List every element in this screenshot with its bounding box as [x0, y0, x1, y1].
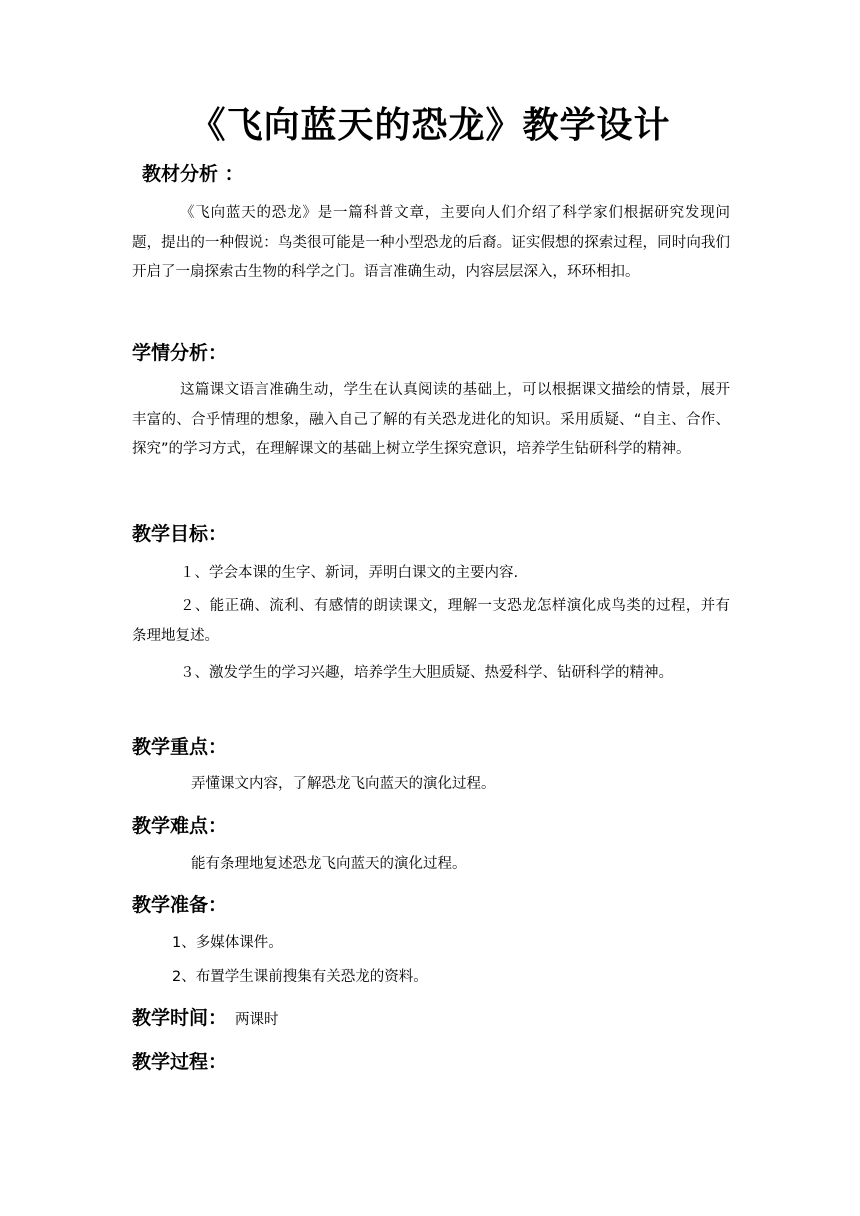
material-analysis-heading: 教材分析 ：: [142, 163, 244, 185]
preparation-item: 2、布置学生课前搜集有关恐龙的资料。: [172, 969, 428, 985]
material-analysis-text: 《飞向蓝天的恐龙》是一篇科普文章，主要向人们介绍了科学家们根据研究发现问题，提出的一种假说：鸟类很可能是一种小型恐龙的后裔。证实假想的探索过程，同时向我们开启了一扇探索古生物的科学之门。语言准确生动，内容层层深入，环环相扣。: [132, 205, 730, 280]
teaching-goal-item: ３、激发学生的学习兴趣，培养学生大胆质疑、热爱科学、钻研科学的精神。: [180, 665, 673, 681]
document-title: 《飞向蓝天的恐龙》教学设计: [189, 105, 671, 146]
teaching-goal-item: ２、能正确、流利、有感情的朗读课文，理解一支恐龙怎样演化成鸟类的过程，并有条理地复述。: [132, 598, 730, 644]
learner-analysis-heading: 学情分析：: [132, 342, 228, 364]
preparation-heading: 教学准备：: [132, 894, 228, 916]
duration-heading: 教学时间：: [132, 1007, 228, 1029]
difficulties-heading: 教学难点：: [132, 815, 228, 837]
key-points-heading: 教学重点：: [132, 736, 228, 758]
difficulties-text: 能有条理地复述恐龙飞向蓝天的演化过程。: [191, 856, 467, 872]
learner-analysis-text: 这篇课文语言准确生动，学生在认真阅读的基础上，可以根据课文描绘的情景，展开丰富的、合乎情理的想象，融入自己了解的有关恐龙进化的知识。采用质疑、“自主、合作、探究”的学习方式，在理解课文的基础上树立学生探究意识，培养学生钻研科学的精神。: [132, 382, 730, 457]
process-heading: 教学过程：: [132, 1051, 228, 1073]
duration-row: [132, 1005, 279, 1033]
preparation-item: 1、多媒体课件。: [172, 935, 283, 951]
duration-value: 两课时: [235, 1012, 279, 1028]
key-points-text: 弄懂课文内容，了解恐龙飞向蓝天的演化过程。: [191, 776, 496, 792]
teaching-goals-heading: 教学目标：: [132, 523, 228, 545]
teaching-goal-item: １、学会本课的生字、新词，弄明白课文的主要内容.: [180, 565, 519, 581]
